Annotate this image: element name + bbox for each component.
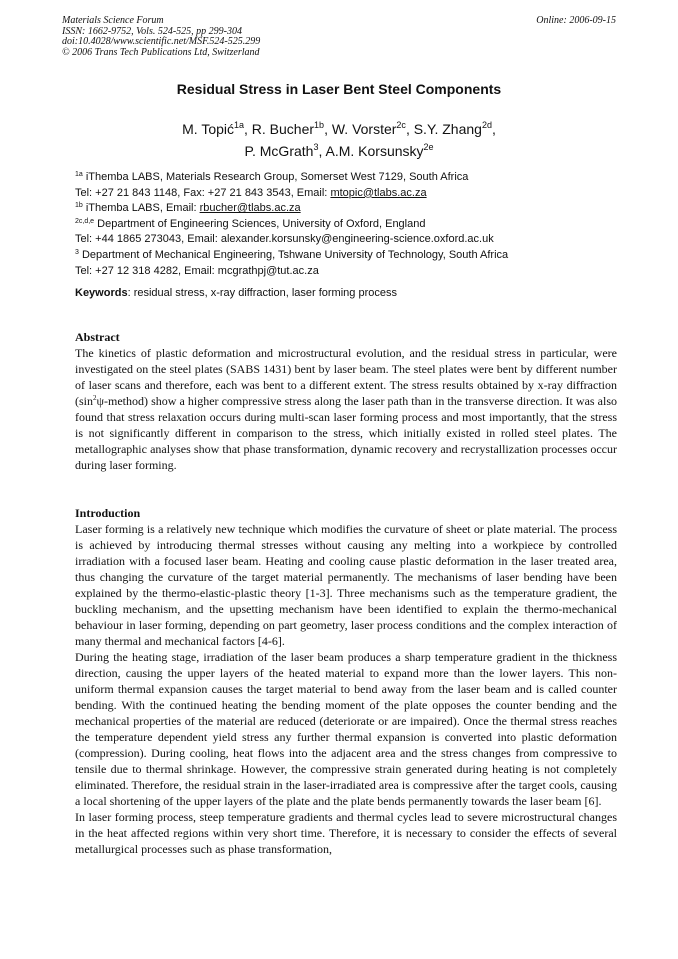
affiliation-text: iThemba LABS, Materials Research Group, Somerset West 7129, South Africa bbox=[85, 171, 469, 183]
abstract-paragraph bbox=[75, 345, 617, 473]
contact-line: Tel: +44 1865 273043, Email: alexander.korsunsky@engineering-science.oxford.ac.uk bbox=[75, 233, 494, 246]
author-affil-mark: 2e bbox=[423, 142, 434, 152]
author-name: M. Topić bbox=[182, 121, 234, 137]
affil-mark: 1b bbox=[75, 202, 83, 210]
author-affil-mark: 2d bbox=[481, 120, 492, 130]
author-affil-mark: 3 bbox=[313, 142, 319, 152]
author-name: P. McGrath bbox=[244, 143, 314, 159]
affil-mark: 2c,d,e bbox=[75, 217, 95, 225]
doi-line: doi:10.4028/www.scientific.net/MSF.524-525.299 bbox=[62, 36, 261, 47]
affil-mark: 1a bbox=[75, 171, 83, 178]
author-affil-mark: 2c bbox=[396, 120, 406, 130]
affil-mark: 3 bbox=[75, 248, 79, 256]
superscript: 2 bbox=[93, 394, 97, 402]
introduction-heading: Introduction bbox=[75, 506, 141, 520]
affiliation-line bbox=[75, 201, 615, 217]
author-name: A.M. Korsunsky bbox=[325, 143, 424, 159]
author-name: W. Vorster bbox=[331, 121, 397, 137]
affiliation-text: Department of Mechanical Engineering, Tshwane University of Technology, South Africa bbox=[81, 248, 509, 261]
journal-name: Materials Science Forum bbox=[62, 15, 164, 26]
copyright-line: © 2006 Trans Tech Publications Ltd, Switzerland bbox=[62, 46, 260, 58]
affiliation-line bbox=[75, 248, 615, 264]
introduction-paragraph: During the heating stage, irradiation of the laser beam produces a sharp temperature gradient in the thickness direction, causing the upper layers of the heated material to expand more than the lower layers. This non-uniform thermal expansion causes the target material to bend away from the laser beam and is called counter bending. With the continued heating the bending moment of the plate opposes the counter bending and the mechanical properties of the material are reduced (deteriorate or are impaired). Once the thermal stress reaches the temperature dependent yield stress any further thermal expansion is converted into plastic deformation (compression). During cooling, heat flows into the adjacent area and the stress changes from compressive to tensile due to thermal shrinkage. However, the compressive strain generated during heating is not completely eliminated. Therefore, the residual strain in the laser-irradiated area is compressive after the target cools, causing a local shortening of the upper layers of the plate and the plate bends permanently towards the laser beam [6]. bbox=[75, 650, 617, 808]
affiliation-line bbox=[75, 170, 615, 186]
affiliations bbox=[75, 170, 615, 279]
abstract-heading: Abstract bbox=[75, 330, 120, 344]
author-name: R. Bucher bbox=[251, 121, 315, 137]
keywords-text: : residual stress, x-ray diffraction, laser forming process bbox=[127, 287, 397, 299]
introduction-paragraph: In laser forming process, steep temperature gradients and thermal cycles lead to severe microstructural changes in the heat affected regions within very short time. Therefore, it is necessary to consider the effects of several metallurgical processes such as phase transformation, bbox=[75, 810, 617, 856]
abstract-text: The kinetics of plastic deformation and microstructural evolution, and the residual stress in particular, were investigated on the steel plates (SABS 1431) bent by laser beam. The steel plates were bent by different number of laser scans and therefore, each was bent to a different extent. The stress results obtained by x-ray diffraction (sin bbox=[75, 346, 617, 408]
email-link[interactable]: rbucher@tlabs.ac.za bbox=[199, 202, 301, 215]
email-link[interactable]: mtopic@tlabs.ac.za bbox=[330, 186, 427, 199]
abstract-text: ψ-method) show a higher compressive stress along the laser path than in the transverse direction. It was also found that stress relaxation occurs during multi-scan laser forming process and most importantly, that the stress is not significantly different in comparison to the stress, which initially existed in rolled steel plates. The metallographic analyses show that phase transformation, dynamic recovery and recrystallization processes occur during laser forming. bbox=[75, 394, 617, 472]
introduction-section bbox=[75, 505, 617, 857]
paper-title: Residual Stress in Laser Bent Steel Components bbox=[176, 81, 502, 97]
contact-line: Tel: +27 12 318 4282, Email: mcgrathpj@tut.ac.za bbox=[75, 264, 319, 277]
author-line-1: M. Topić$^{1a}$, R. Bucher$^{1b}$, W. Vorster$^{2c}$, S.Y. Zhang$^{2d}$, bbox=[182, 120, 496, 137]
online-date: Online: 2006-09-15 bbox=[536, 15, 616, 26]
author-affil-mark: 1b bbox=[314, 120, 325, 130]
author-name: S.Y. Zhang bbox=[413, 121, 482, 137]
affiliation-text: Department of Engineering Sciences, University of Oxford, England bbox=[97, 217, 426, 230]
contact-line bbox=[75, 186, 615, 202]
affiliation-text: iThemba LABS, Email: bbox=[85, 202, 200, 215]
contact-text: Tel: +27 21 843 1148, Fax: +27 21 843 3543, Email: bbox=[75, 186, 331, 199]
introduction-paragraph: Laser forming is a relatively new technique which modifies the curvature of sheet or plate material. The process is achieved by introducing thermal stresses without causing any melting into a workpiece by controlled irradiation with a focused laser beam. Heating and cooling cause plastic deformation in the laser treated area, thus changing the curvature of the target material permanently. The mechanisms of laser bending have been explained by the thermo-elastic-plastic theory [1-3]. Three mechanisms such as the temperature gradient, the buckling mechanism, and the upsetting mechanism have been identified to explain the thermo-mechanical behaviour in laser forming, depending on part geometry, laser process conditions and the complex interaction of many thermal and mechanical factors [4-6]. bbox=[75, 522, 617, 648]
abstract-section bbox=[75, 329, 617, 473]
keywords bbox=[75, 287, 615, 299]
journal-header bbox=[62, 16, 616, 58]
keywords-label: Keywords bbox=[75, 287, 128, 299]
author-line-2: P. McGrath$^3$, A.M. Korsunsky$^{2e}$ bbox=[244, 142, 434, 159]
issn-line: ISSN: 1662-9752, Vols. 524-525, pp 299-304 bbox=[62, 25, 242, 37]
affiliation-line bbox=[75, 217, 615, 233]
author-list bbox=[62, 118, 616, 162]
author-affil-mark: 1a bbox=[234, 120, 245, 130]
